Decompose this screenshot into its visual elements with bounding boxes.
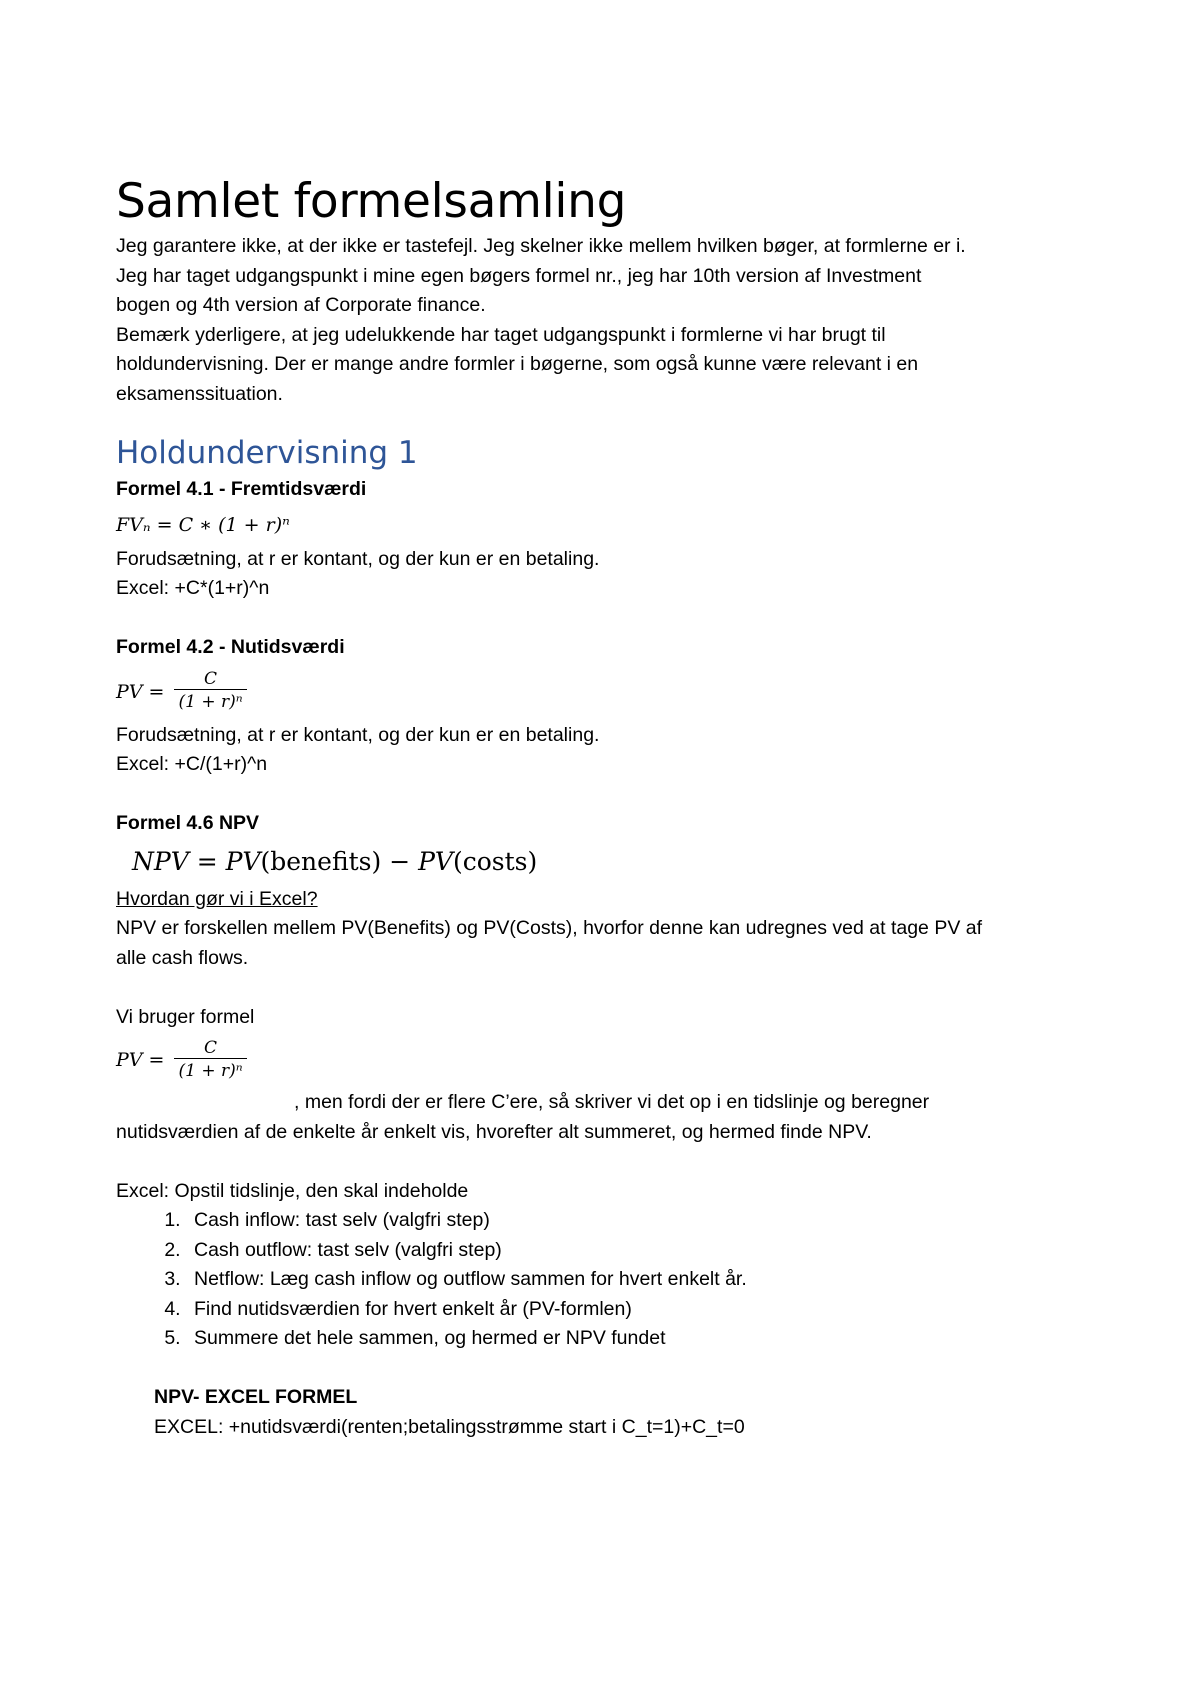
list-item: 4. Find nutidsværdien for hvert enkelt år (PV-formlen)	[186, 1295, 1096, 1325]
npv-after-line: nutidsværdien af de enkelte år enkelt vis, hvorefter alt summeret, og hermed finde NPV.	[116, 1120, 872, 1143]
formula-4-2-excel: Excel: +C/(1+r)^n	[116, 753, 268, 775]
steps-list	[116, 1206, 1096, 1354]
pv-symbol: PV	[418, 847, 453, 876]
formula-4-1-excel: Excel: +C*(1+r)^n	[116, 577, 270, 599]
excel-formula: EXCEL: +nutidsværdi(renten;betalingsstrømme start i C_t=1)+C_t=0	[154, 1415, 745, 1438]
intro-line: Jeg har taget udgangspunkt i mine egen bøgers formel nr., jeg har 10th version af Investment	[116, 264, 922, 287]
pv-formula	[116, 1032, 247, 1088]
formula-4-2-note: Forudsætning, at r er kontant, og der kun er en betaling.	[116, 723, 600, 746]
formula-4-1: FVₙ = C ∗ (1 + r)ⁿ	[116, 513, 290, 536]
fraction-denominator: (1 + r)ⁿ	[174, 689, 246, 714]
document-body	[116, 172, 1096, 1442]
intro-line: Jeg garantere ikke, at der ikke er tastefejl. Jeg skelner ikke mellem hvilken bøger, at formlerne er i.	[116, 235, 966, 257]
list-item: 2. Cash outflow: tast selv (valgfri step)	[186, 1236, 1096, 1266]
fraction-denominator: (1 + r)ⁿ	[174, 1058, 246, 1083]
list-item: 3. Netflow: Læg cash inflow og outflow sammen for hvert enkelt år.	[186, 1265, 1096, 1295]
fraction	[174, 669, 246, 714]
formula-4-2-heading: Formel 4.2 - Nutidsværdi	[116, 636, 345, 658]
formula-4-6-heading: Formel 4.6 NPV	[116, 812, 260, 834]
formula-lhs: PV =	[116, 1049, 165, 1071]
npv-explain-line: NPV er forskellen mellem PV(Benefits) og PV(Costs), hvorfor denne kan udregnes ved at tage PV af	[116, 917, 983, 939]
formula-4-2	[116, 663, 1096, 721]
formula-lhs: PV =	[116, 680, 165, 703]
document-title: Samlet formelsamling	[116, 174, 627, 229]
intro-line: holdundervisning. Der er mange andre formler i bøgerne, som også kunne være relevant i en	[116, 353, 919, 375]
equals-sign: =	[188, 847, 226, 876]
list-item: 5. Summere det hele sammen, og hermed er NPV fundet	[186, 1324, 1096, 1354]
npv-explain-line: alle cash flows.	[116, 946, 249, 969]
formula-4-1-heading: Formel 4.1 - Fremtidsværdi	[116, 478, 367, 500]
formula-4-1-note: Forudsætning, at r er kontant, og der kun er en betaling.	[116, 547, 600, 570]
list-item: 1. Cash inflow: tast selv (valgfri step)	[186, 1206, 1096, 1236]
npv-symbol: NPV	[132, 847, 189, 876]
formula-4-6	[116, 839, 1096, 885]
intro-line: Bemærk yderligere, at jeg udelukkende har taget udgangspunkt i formlerne vi har brugt til	[116, 323, 886, 346]
intro-line: bogen og 4th version af Corporate finance.	[116, 294, 486, 316]
use-formula-text: Vi bruger formel	[116, 1005, 255, 1028]
section-heading: Holdundervisning 1	[116, 435, 418, 471]
pv-inline-block	[116, 1032, 1096, 1088]
npv-after-line: , men fordi der er flere C’ere, så skriver vi det op i en tidslinje og beregner	[294, 1091, 930, 1113]
excel-formula-heading: NPV- EXCEL FORMEL	[154, 1386, 358, 1408]
excel-intro: Excel: Opstil tidslinje, den skal indeholde	[116, 1179, 469, 1202]
pv-symbol: PV	[225, 847, 261, 876]
fraction	[174, 1038, 246, 1083]
fraction-numerator: C	[204, 669, 218, 689]
benefits-term: (benefits) −	[260, 847, 419, 876]
fraction-numerator: C	[204, 1037, 218, 1058]
excel-question: Hvordan gør vi i Excel?	[116, 887, 318, 910]
intro-line: eksamenssituation.	[116, 382, 283, 405]
costs-term: (costs)	[452, 847, 538, 876]
